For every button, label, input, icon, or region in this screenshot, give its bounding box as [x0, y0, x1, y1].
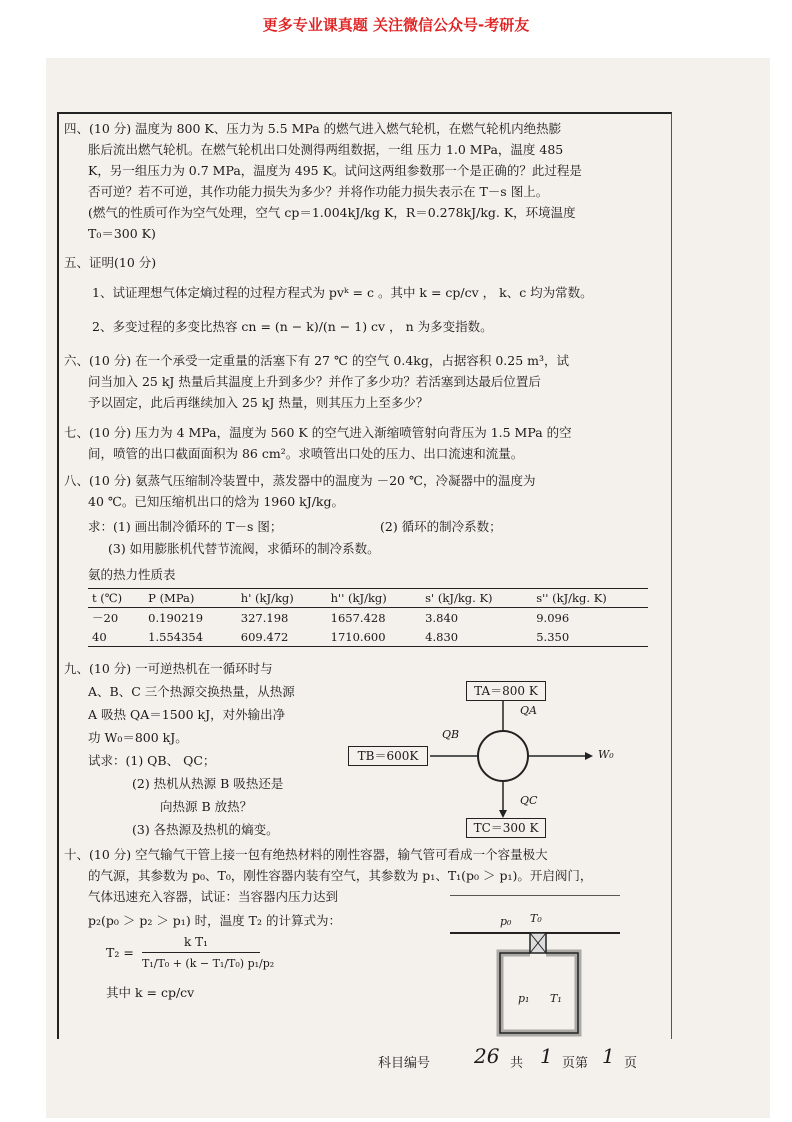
page-suffix: 页: [624, 1056, 638, 1071]
t1-label: T₁: [550, 992, 562, 1005]
q9-line: (3) 各热源及热机的熵变。: [132, 822, 279, 837]
q9-line: 九、(10 分) 一可逆热机在一循环时与: [64, 661, 273, 676]
fraction-bar: [142, 952, 260, 953]
q4-line: K，另一组压力为 0.7 MPa，温度为 495 K。试问这两组参数那一个是正确的？此过程是: [88, 163, 582, 178]
col-header-h2: h'' (kJ/kg): [330, 591, 387, 605]
q6-line: 六、(10 分) 在一个承受一定重量的活塞下有 27 ℃ 的空气 0.4kg，占据容积 0.25 m³，试: [64, 353, 569, 368]
q5-heading: 五、证明(10 分): [64, 255, 157, 270]
page-label: 页第: [562, 1056, 589, 1071]
q4-line: T₀＝300 K): [88, 226, 156, 241]
promo-banner: 更多专业课真题 关注微信公众号-考研友: [262, 16, 530, 34]
t0-label: T₀: [530, 912, 542, 925]
q10-line: 十、(10 分) 空气输气干管上接一包有绝热材料的刚性容器，输气管可看成一个容量极大: [64, 847, 548, 862]
col-header-h1: h' (kJ/kg): [240, 591, 294, 605]
q9-line: A、B、C 三个热源交换热量，从热源: [88, 684, 295, 699]
table-header-row: [88, 589, 648, 608]
table-row: [88, 608, 648, 629]
heat-source-b: TB＝600K: [348, 746, 428, 766]
qc-label: QC: [520, 794, 538, 807]
table-cell: 4.830: [425, 630, 459, 644]
formula-numerator: k T₁: [184, 935, 208, 949]
col-header-s1: s' (kJ/kg. K): [425, 591, 493, 605]
formula-denominator: T₁/T₀ + (k − T₁/T₀) p₁/p₂: [142, 957, 275, 970]
p1-label: p₁: [518, 992, 530, 1005]
table-cell: 0.190219: [148, 611, 204, 625]
q7-line: 七、(10 分) 压力为 4 MPa，温度为 560 K 的空气进入渐缩喷管射向背压为 1.5 MPa 的空: [64, 425, 572, 440]
table-row: [88, 628, 648, 647]
q10-line: p₂(p₀ ＞ p₂ ＞ p₁) 时，温度 T₂ 的计算式为：: [88, 913, 341, 928]
qb-label: QB: [442, 728, 460, 741]
q8-line: 40 ℃。已知压缩机出口的焓为 1960 kJ/kg。: [88, 494, 344, 509]
q5-item-2: 2、多变过程的多变比热容 cn = (n − k)/(n − 1) cv ， n 为多变指数。: [92, 319, 493, 334]
q6-line: 予以固定，此后再继续加入 25 kJ 热量，则其压力上至多少？: [88, 395, 429, 410]
q8-line: 八、(10 分) 氨蒸气压缩制冷装置中，蒸发器中的温度为 －20 ℃，冷凝器中的温度为: [64, 473, 536, 488]
q9-line: A 吸热 QA＝1500 kJ，对外输出净: [88, 707, 286, 722]
subject-label: 科目编号: [378, 1056, 431, 1071]
ammonia-property-table: [88, 588, 648, 647]
table-cell: 1657.428: [330, 611, 386, 625]
q4-line: 四、(10 分) 温度为 800 K、压力为 5.5 MPa 的燃气进入燃气轮机，在燃气轮机内绝热膨: [64, 121, 562, 136]
q9-line: 试求：(1) QB、 QC；: [88, 753, 216, 768]
table-cell: －20: [92, 611, 119, 625]
table-cell: 609.472: [240, 630, 289, 644]
q4-line: 胀后流出燃气轮机。在燃气轮机出口处测得两组数据，一组 压力 1.0 MPa，温度 485: [88, 142, 564, 157]
q10-where: 其中 k = cp/cv: [106, 985, 195, 1000]
table-cell: 5.350: [536, 630, 570, 644]
total-label: 共: [510, 1056, 524, 1071]
page-number: 1: [602, 1044, 615, 1068]
w0-label: W₀: [598, 748, 614, 761]
q6-line: 问当加入 25 kJ 热量后其温度上升到多少？并作了多少功？若活塞到达最后位置后: [88, 374, 541, 389]
q9-line: (2) 热机从热源 B 吸热还是: [132, 776, 284, 791]
table-cell: 40: [92, 630, 107, 644]
col-header-p: P (MPa): [148, 591, 195, 605]
q4-line: 否可逆？若不可逆，其作功能力损失为多少？并将作功能力损失表示在 T－s 图上。: [88, 184, 549, 199]
total-pages: 1: [540, 1044, 553, 1068]
q8-ask-2: (2) 循环的制冷系数；: [380, 519, 502, 534]
formula-lhs: T₂ =: [106, 945, 134, 960]
table-cell: 327.198: [240, 611, 289, 625]
heat-source-c: TC＝300 K: [466, 818, 546, 838]
col-header-s2: s'' (kJ/kg. K): [536, 591, 607, 605]
table-cell: 1.554354: [148, 630, 204, 644]
qa-label: QA: [520, 704, 537, 717]
q9-line: 向热源 B 放热？: [160, 799, 253, 814]
col-header-t: t (℃): [92, 591, 123, 605]
q8-ask-3: (3) 如用膨胀机代替节流阀，求循环的制冷系数。: [108, 541, 380, 556]
subject-number: 26: [474, 1044, 500, 1068]
q8-ask-1: 求：(1) 画出制冷循环的 T－s 图；: [88, 519, 283, 534]
q4-line: (燃气的性质可作为空气处理，空气 cp＝1.004kJ/kg K，R＝0.278kJ/kg. K，环境温度: [88, 205, 576, 220]
heat-source-a: TA＝800 K: [466, 681, 546, 701]
p0-label: p₀: [500, 915, 512, 928]
q9-line: 功 W₀＝800 kJ。: [88, 730, 188, 745]
q7-line: 间，喷管的出口截面面积为 86 cm²。求喷管出口处的压力、出口流速和流量。: [88, 446, 524, 461]
q10-line: 的气源，其参数为 p₀、T₀，刚性容器内装有空气，其参数为 p₁、T₁(p₀ ＞ p₁)。开启阀门，: [88, 868, 593, 883]
table-cell: 3.840: [425, 611, 459, 625]
q10-line: 气体迅速充入容器，试证：当容器内压力达到: [88, 889, 339, 904]
ammonia-table-title: 氨的热力性质表: [88, 567, 176, 582]
table-cell: 9.096: [536, 611, 570, 625]
q5-item-1: 1、试证理想气体定熵过程的过程方程式为 pvᵏ = c 。其中 k = cp/cv ， k、c 均为常数。: [92, 285, 593, 300]
table-cell: 1710.600: [330, 630, 386, 644]
